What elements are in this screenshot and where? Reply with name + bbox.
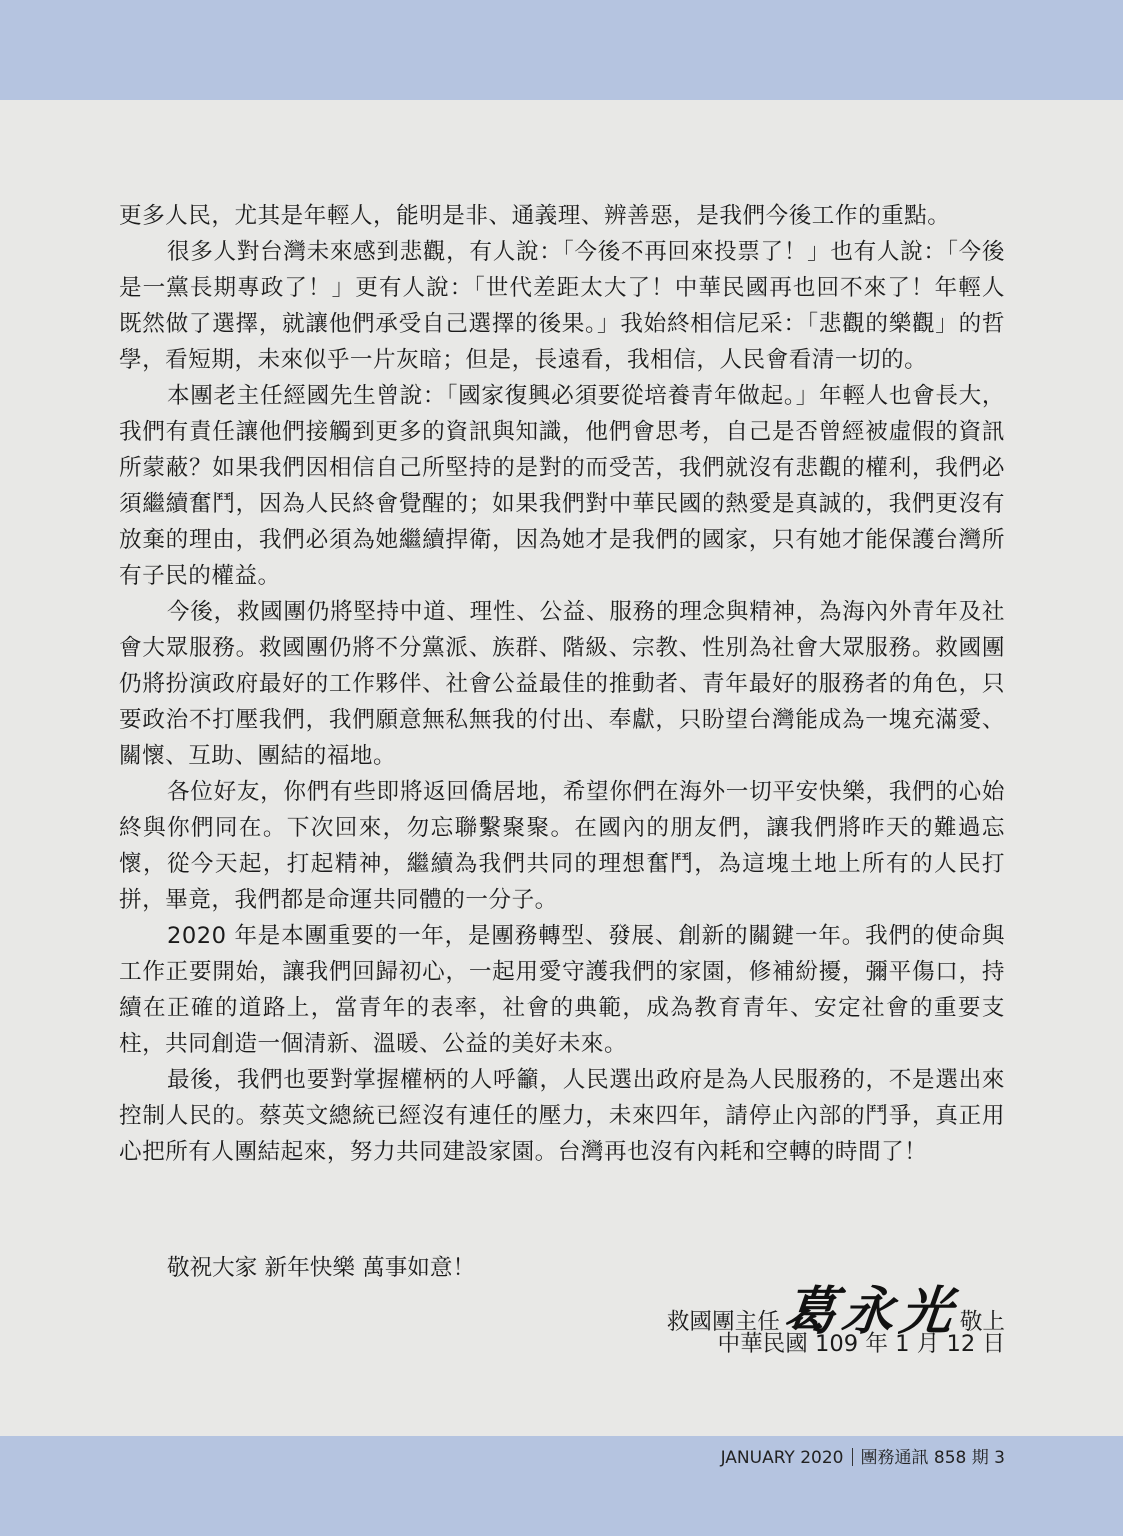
signature-suffix: 敬上 bbox=[959, 1309, 1005, 1335]
issue-date: JANUARY 2020 bbox=[720, 1448, 844, 1468]
article-body bbox=[119, 198, 1005, 1170]
article-paragraph: 最後，我們也要對掌握權柄的人呼籲，人民選出政府是為人民服務的，不是選出來控制人民的。蔡英文總統已經沒有連任的壓力，未來四年，請停止內部的鬥爭，真正用心把所有人團結起來，努力共同建設家園。台灣再也沒有內耗和空轉的時間了！ bbox=[119, 1067, 1005, 1165]
letter-date: 中華民國 109 年 1 月 12 日 bbox=[717, 1331, 1005, 1357]
article-paragraph: 今後，救國團仍將堅持中道、理性、公益、服務的理念與精神，為海內外青年及社會大眾服務。救國團仍將不分黨派、族群、階級、宗教、性別為社會大眾服務。救國團仍將扮演政府最好的工作夥伴、社會公益最佳的推動者、青年最好的服務者的角色，只要政治不打壓我們，我們願意無私無我的付出、奉獻，只盼望台灣能成為一塊充滿愛、關懷、互助、團結的福地。 bbox=[119, 599, 1005, 769]
article-paragraph: 更多人民，尤其是年輕人，能明是非、通義理、辨善惡，是我們今後工作的重點。 bbox=[119, 203, 951, 229]
signer-title: 救國團主任 bbox=[666, 1309, 780, 1335]
article-paragraph: 本團老主任經國先生曾說：「國家復興必須要從培養青年做起。」年輕人也會長大，我們有責任讓他們接觸到更多的資訊與知識，他們會思考，自己是否曾經被虛假的資訊所蒙蔽？如果我們因相信自己所堅持的是對的而受苦，我們就沒有悲觀的權利，我們必須繼續奮鬥，因為人民終會覺醒的；如果我們對中華民國的熱愛是真誠的，我們更沒有放棄的理由，我們必須為她繼續捍衛，因為她才是我們的國家，只有她才能保護台灣所有子民的權益。 bbox=[119, 383, 1005, 589]
page-number: 3 bbox=[994, 1448, 1005, 1468]
article-paragraph: 很多人對台灣未來感到悲觀，有人說：「今後不再回來投票了！」也有人說：「今後是一黨長期專政了！」更有人說：「世代差距太大了！中華民國再也回不來了！年輕人既然做了選擇，就讓他們承受自己選擇的後果。」我始終相信尼采：「悲觀的樂觀」的哲學，看短期，未來似乎一片灰暗；但是，長遠看，我相信，人民會看清一切的。 bbox=[119, 239, 1005, 373]
page-footer bbox=[721, 1446, 1005, 1470]
header-band bbox=[0, 0, 1123, 100]
closing-greeting: 敬祝大家 新年快樂 萬事如意！ bbox=[167, 1255, 476, 1281]
handwritten-signature: 葛永光 bbox=[780, 1281, 962, 1342]
article-paragraph: 2020 年是本團重要的一年，是團務轉型、發展、創新的關鍵一年。我們的使命與工作正要開始，讓我們回歸初心，一起用愛守護我們的家園，修補紛擾，彌平傷口，持續在正確的道路上，當青年的表率，社會的典範，成為教育青年、安定社會的重要支柱，共同創造一個清新、溫暖、公益的美好未來。 bbox=[119, 923, 1005, 1057]
footer-divider bbox=[852, 1448, 853, 1466]
publication-name: 團務通訊 858 期 bbox=[860, 1448, 989, 1468]
article-paragraph: 各位好友，你們有些即將返回僑居地，希望你們在海外一切平安快樂，我們的心始終與你們同在。下次回來，勿忘聯繫聚聚。在國內的朋友們，讓我們將昨天的難過忘懷，從今天起，打起精神，繼續為我們共同的理想奮鬥，為這塊土地上所有的人民打拼，畢竟，我們都是命運共同體的一分子。 bbox=[119, 779, 1005, 913]
